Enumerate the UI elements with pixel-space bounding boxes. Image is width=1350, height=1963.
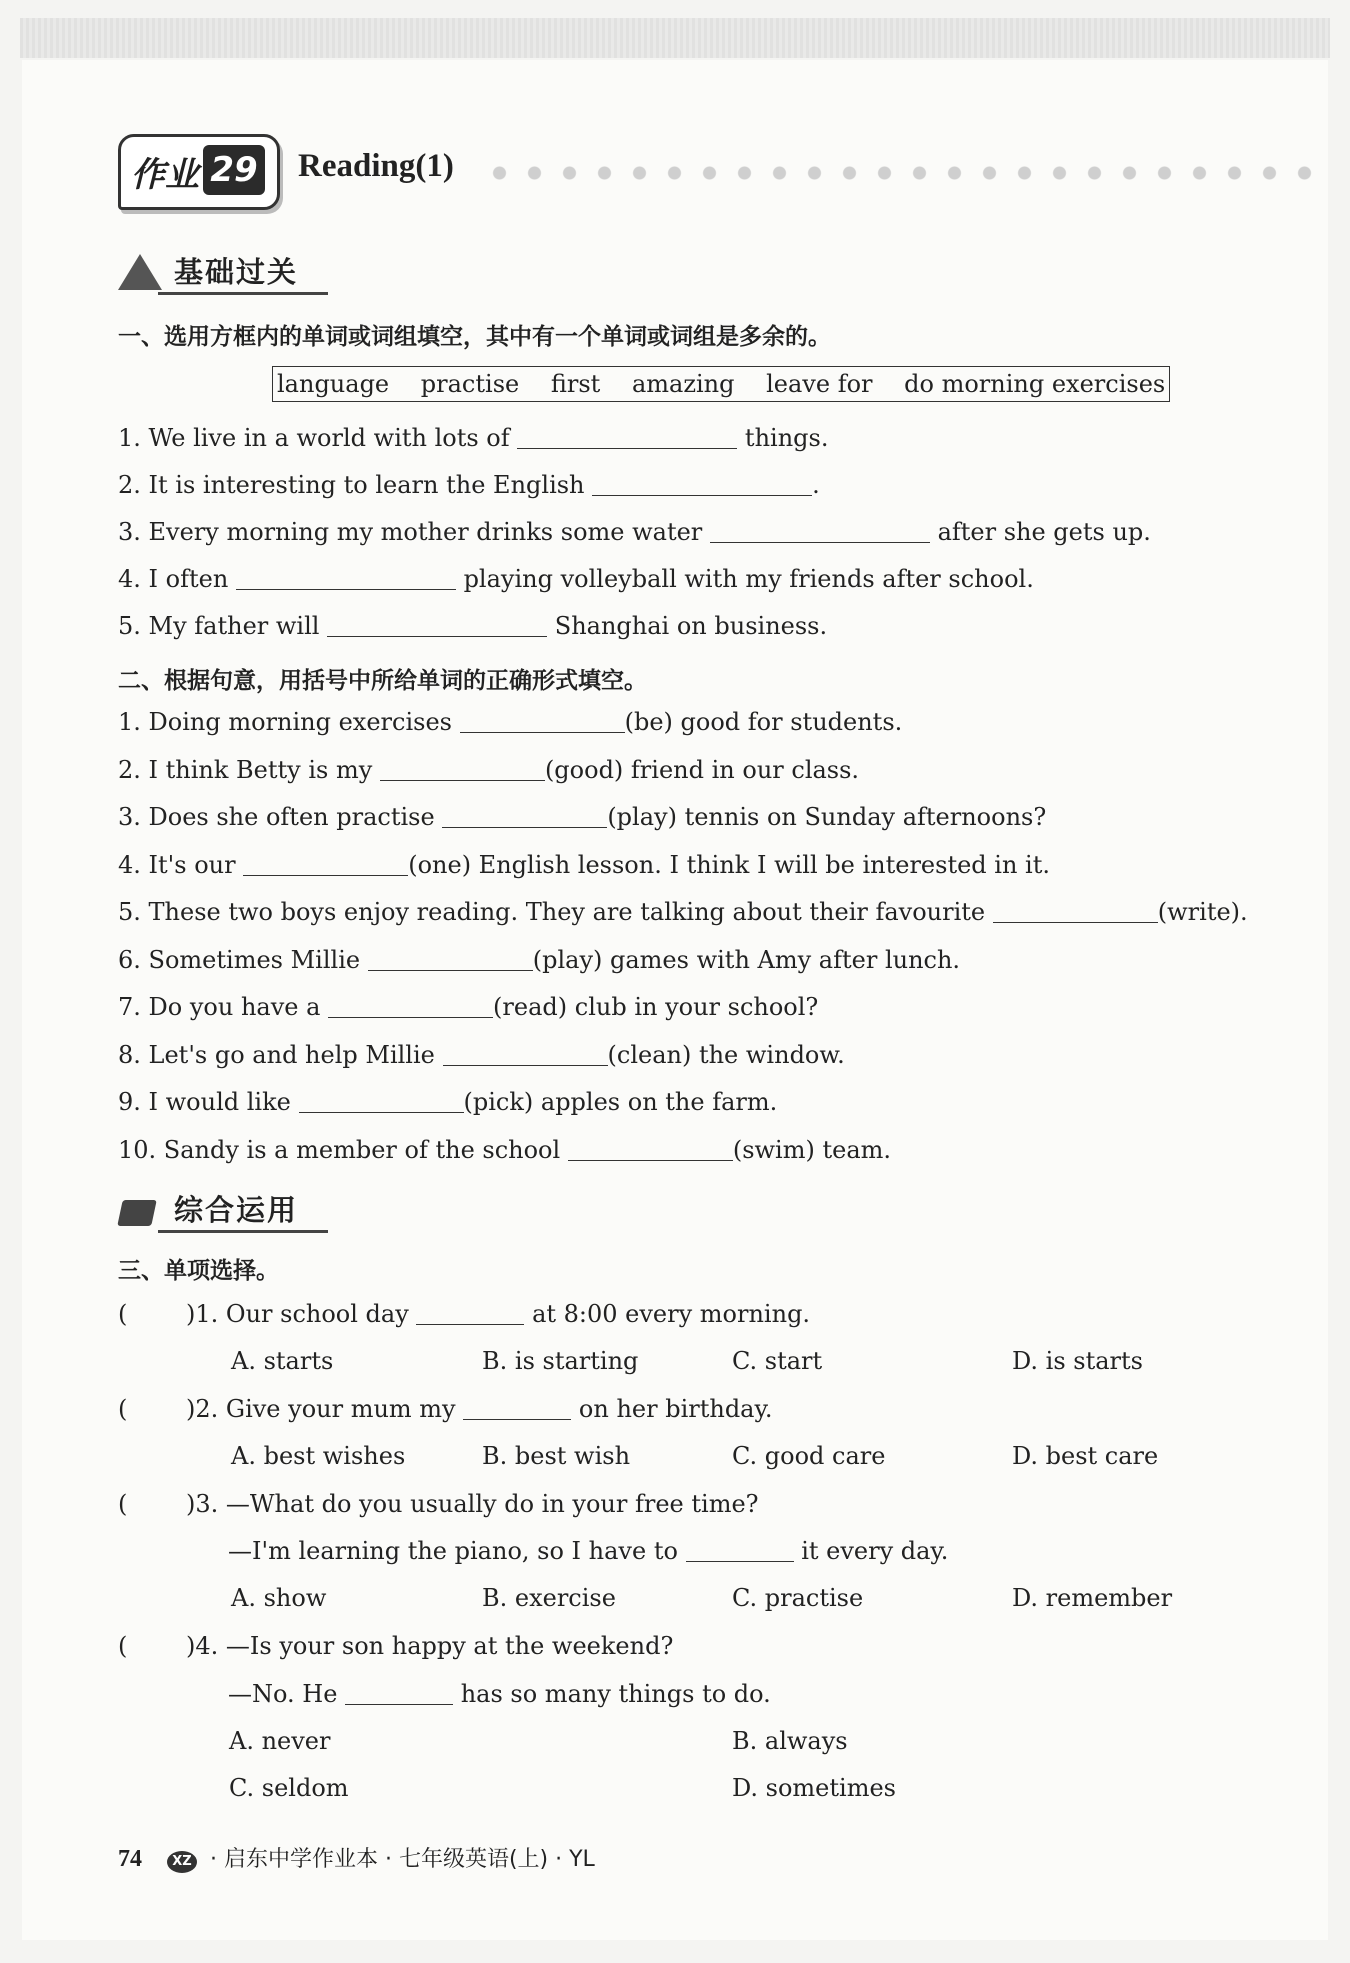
word-box-item: leave for bbox=[766, 370, 873, 398]
item-text: 5. My father will bbox=[118, 612, 320, 640]
option-b: B. is starting bbox=[482, 1347, 639, 1375]
section-underline bbox=[158, 1230, 328, 1233]
mc-question-4-line2 bbox=[228, 1680, 771, 1708]
mc-question-4: )4. —Is your son happy at the weekend? bbox=[186, 1632, 674, 1660]
answer-blank[interactable] bbox=[993, 898, 1158, 923]
part3-heading: 三、单项选择。 bbox=[118, 1258, 279, 1284]
answer-blank[interactable] bbox=[327, 612, 547, 637]
answer-blank bbox=[463, 1395, 571, 1420]
question-text: it every day. bbox=[801, 1537, 949, 1565]
item-text: 10. Sandy is a member of the school bbox=[118, 1136, 561, 1164]
item-text: playing volleyball with my friends after school. bbox=[463, 565, 1034, 593]
item-text: things. bbox=[744, 424, 829, 452]
question-text: )2. Give your mum my bbox=[186, 1395, 456, 1423]
triangle-icon bbox=[118, 254, 162, 290]
publisher-logo-icon: XZ bbox=[167, 1851, 197, 1873]
part1-item-2 bbox=[118, 471, 820, 499]
item-text: (good) friend in our class. bbox=[544, 756, 860, 784]
answer-blank[interactable] bbox=[517, 424, 737, 449]
answer-paren[interactable]: ( bbox=[118, 1632, 128, 1660]
item-text: 4. It's our bbox=[118, 851, 236, 879]
option-a: A. best wishes bbox=[231, 1442, 406, 1470]
dotted-decoration bbox=[482, 166, 1322, 180]
scan-top-band bbox=[20, 18, 1330, 58]
part1-item-3 bbox=[118, 518, 1151, 546]
option-a: A. never bbox=[229, 1727, 331, 1755]
question-text: —I'm learning the piano, so I have to bbox=[228, 1537, 678, 1565]
question-text: on her birthday. bbox=[578, 1395, 773, 1423]
answer-blank[interactable] bbox=[460, 708, 625, 733]
part1-heading: 一、选用方框内的单词或词组填空，其中有一个单词或词组是多余的。 bbox=[118, 324, 831, 350]
badge-number: 29 bbox=[203, 145, 265, 195]
item-text: 5. These two boys enjoy reading. They are talking about their favourite bbox=[118, 898, 986, 926]
answer-blank[interactable] bbox=[442, 803, 607, 828]
part2-item-4 bbox=[118, 851, 1050, 879]
option-b: B. exercise bbox=[482, 1584, 616, 1612]
answer-blank[interactable] bbox=[568, 1136, 733, 1161]
item-text: 9. I would like bbox=[118, 1088, 291, 1116]
part2-item-5 bbox=[118, 898, 1248, 926]
mc-question-3-line2 bbox=[228, 1537, 948, 1565]
page-header bbox=[118, 130, 1328, 210]
option-b: B. always bbox=[732, 1727, 848, 1755]
item-text: 3. Every morning my mother drinks some water bbox=[118, 518, 703, 546]
section-basic bbox=[118, 248, 328, 296]
section-underline bbox=[158, 292, 328, 295]
question-text: —No. He bbox=[228, 1680, 338, 1708]
answer-blank[interactable] bbox=[243, 851, 408, 876]
word-box-item: first bbox=[550, 370, 601, 398]
part2-item-3 bbox=[118, 803, 1046, 831]
page-number: 74 bbox=[118, 1846, 142, 1872]
item-text: (write). bbox=[1157, 898, 1248, 926]
item-text: (clean) the window. bbox=[607, 1041, 845, 1069]
part2-item-1 bbox=[118, 708, 902, 736]
item-text: . bbox=[812, 471, 820, 499]
answer-blank[interactable] bbox=[592, 471, 812, 496]
item-text: (pick) apples on the farm. bbox=[463, 1088, 778, 1116]
answer-blank[interactable] bbox=[443, 1041, 608, 1066]
item-text: 1. Doing morning exercises bbox=[118, 708, 452, 736]
answer-blank bbox=[345, 1680, 453, 1705]
mc-question-2 bbox=[186, 1395, 773, 1423]
word-box-item: language bbox=[277, 370, 390, 398]
mc-question-1 bbox=[186, 1300, 810, 1328]
item-text: 4. I often bbox=[118, 565, 229, 593]
answer-paren[interactable]: ( bbox=[118, 1395, 128, 1423]
word-box-item: do morning exercises bbox=[904, 370, 1166, 398]
answer-paren[interactable]: ( bbox=[118, 1300, 128, 1328]
part1-item-4 bbox=[118, 565, 1034, 593]
answer-blank bbox=[416, 1300, 524, 1325]
answer-blank[interactable] bbox=[299, 1088, 464, 1113]
option-d: D. sometimes bbox=[732, 1774, 896, 1802]
section-basic-label: 基础过关 bbox=[174, 255, 299, 289]
option-a: A. starts bbox=[231, 1347, 334, 1375]
badge-text: 作业 bbox=[131, 155, 199, 195]
part1-item-1 bbox=[118, 424, 828, 452]
item-text: (swim) team. bbox=[732, 1136, 892, 1164]
page-footer bbox=[118, 1842, 595, 1873]
word-box bbox=[272, 366, 1170, 402]
part2-item-8 bbox=[118, 1041, 845, 1069]
word-box-item: amazing bbox=[631, 370, 735, 398]
word-box-item: practise bbox=[420, 370, 520, 398]
item-text: 3. Does she often practise bbox=[118, 803, 435, 831]
answer-blank[interactable] bbox=[328, 993, 493, 1018]
option-c: C. good care bbox=[732, 1442, 886, 1470]
answer-blank[interactable] bbox=[368, 946, 533, 971]
option-c: C. practise bbox=[732, 1584, 864, 1612]
book-icon bbox=[117, 1200, 157, 1226]
item-text: (play) games with Amy after lunch. bbox=[532, 946, 961, 974]
answer-blank[interactable] bbox=[236, 565, 456, 590]
item-text: Shanghai on business. bbox=[554, 612, 828, 640]
question-text: )1. Our school day bbox=[186, 1300, 409, 1328]
item-text: 8. Let's go and help Millie bbox=[118, 1041, 435, 1069]
option-d: D. best care bbox=[1012, 1442, 1159, 1470]
part2-item-9 bbox=[118, 1088, 777, 1116]
part2-item-2 bbox=[118, 756, 859, 784]
item-text: 2. I think Betty is my bbox=[118, 756, 373, 784]
part2-item-7 bbox=[118, 993, 818, 1021]
part2-item-10 bbox=[118, 1136, 891, 1164]
item-text: 1. We live in a world with lots of bbox=[118, 424, 510, 452]
item-text: (be) good for students. bbox=[624, 708, 903, 736]
answer-paren[interactable]: ( bbox=[118, 1490, 128, 1518]
book-title: · 启东中学作业本 · 七年级英语(上) · YL bbox=[210, 1847, 595, 1872]
item-text: (one) English lesson. I think I will be interested in it. bbox=[408, 851, 1050, 879]
mc-question-3: )3. —What do you usually do in your free time? bbox=[186, 1490, 759, 1518]
option-d: D. is starts bbox=[1012, 1347, 1143, 1375]
option-c: C. start bbox=[732, 1347, 823, 1375]
part2-heading: 二、根据句意，用括号中所给单词的正确形式填空。 bbox=[118, 668, 647, 694]
question-text: has so many things to do. bbox=[460, 1680, 771, 1708]
question-text: at 8:00 every morning. bbox=[532, 1300, 811, 1328]
answer-blank[interactable] bbox=[710, 518, 930, 543]
part2-item-6 bbox=[118, 946, 960, 974]
answer-blank[interactable] bbox=[380, 756, 545, 781]
option-c: C. seldom bbox=[229, 1774, 349, 1802]
answer-blank bbox=[686, 1537, 794, 1562]
option-d: D. remember bbox=[1012, 1584, 1173, 1612]
assignment-badge bbox=[118, 134, 280, 210]
option-b: B. best wish bbox=[482, 1442, 631, 1470]
item-text: (read) club in your school? bbox=[493, 993, 819, 1021]
part1-item-5 bbox=[118, 612, 827, 640]
item-text: 2. It is interesting to learn the English bbox=[118, 471, 585, 499]
item-text: after she gets up. bbox=[937, 518, 1151, 546]
item-text: 7. Do you have a bbox=[118, 993, 321, 1021]
item-text: (play) tennis on Sunday afternoons? bbox=[607, 803, 1047, 831]
item-text: 6. Sometimes Millie bbox=[118, 946, 361, 974]
page-title: Reading(1) bbox=[298, 148, 454, 184]
section-applied bbox=[118, 1186, 328, 1234]
section-applied-label: 综合运用 bbox=[174, 1193, 299, 1227]
option-a: A. show bbox=[231, 1584, 327, 1612]
